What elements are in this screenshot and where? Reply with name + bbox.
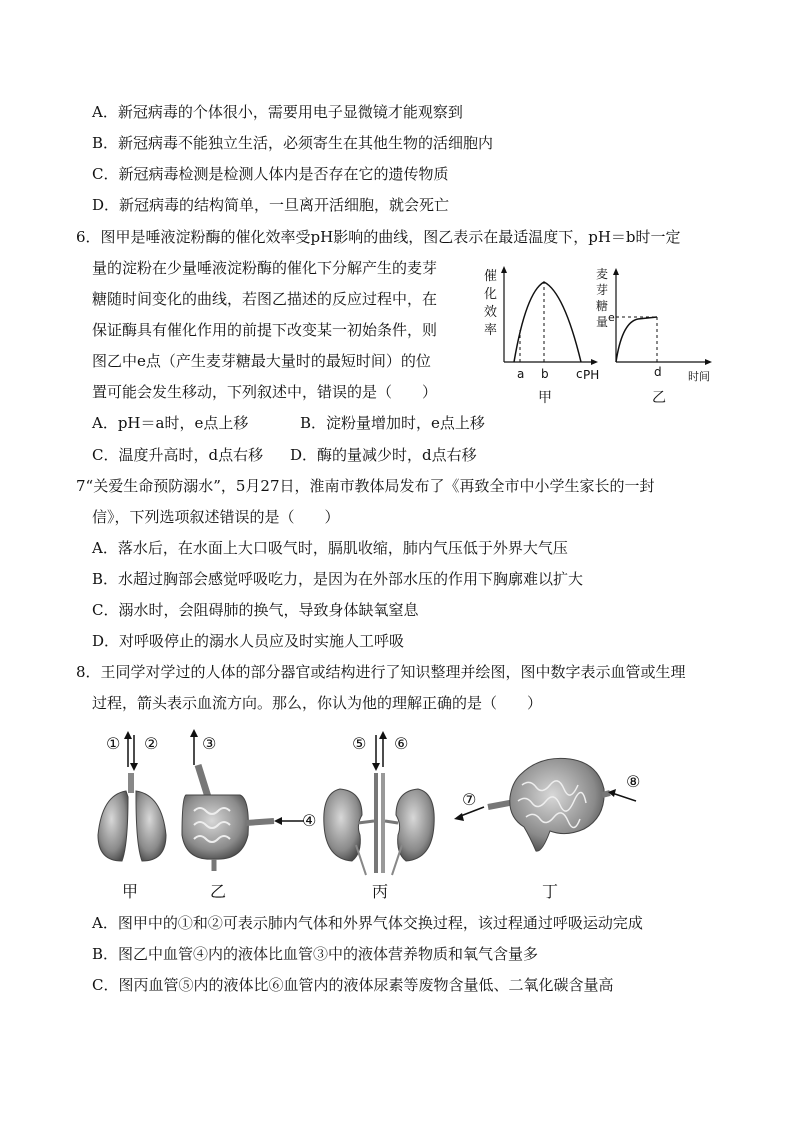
- label-2: ②: [144, 734, 159, 753]
- q8-option-a: A．图甲中的①和②可表示肺内气体和外界气体交换过程，该过程通过呼吸运动完成: [92, 914, 643, 932]
- yi-y-arrow-icon: [613, 268, 619, 275]
- trachea: [128, 773, 134, 793]
- ureters: [356, 845, 402, 875]
- q5-option-d: D．新冠病毒的结构简单，一旦离开活细胞，就会死亡: [92, 196, 450, 214]
- jia-ylabel-4: 率: [484, 323, 498, 338]
- label-6: ⑥: [394, 734, 409, 753]
- q8-figure: [90, 725, 650, 905]
- q6-stem-line4: 保证酶具有催化作用的前提下改变某一初始条件，则: [92, 321, 438, 339]
- label-5: ⑤: [352, 734, 367, 753]
- q5-option-b: B．新冠病毒不能独立生活，必须寄生在其他生物的活细胞内: [92, 134, 494, 152]
- caption-yi: 乙: [210, 882, 227, 901]
- figure-yi: [596, 267, 712, 406]
- jia-y-arrow-icon: [501, 266, 507, 273]
- yi-curve: [616, 317, 657, 362]
- aorta: [374, 773, 378, 873]
- left-lung: [98, 791, 128, 861]
- caption-ding: 丁: [542, 882, 559, 901]
- q5-option-a: A．新冠病毒的个体很小，需要用电子显微镜才能观察到: [92, 103, 463, 121]
- jia-caption: 甲: [538, 390, 552, 406]
- right-kidney: [396, 789, 434, 861]
- q7-option-a: A．落水后，在水面上大口吸气时，膈肌收缩，肺内气压低于外界大气压: [92, 539, 568, 557]
- arrow-8-line: [612, 793, 636, 801]
- jia-xlabel: PH: [583, 368, 600, 382]
- yi-ylabel-1: 麦: [596, 267, 609, 281]
- vessel-3: [198, 765, 208, 797]
- jia-tick-c: c: [576, 367, 583, 381]
- label-3: ③: [202, 734, 217, 753]
- vena-cava: [381, 773, 385, 873]
- jia-ylabel-2: 化: [484, 287, 498, 302]
- arrow-up-icon: [190, 729, 198, 737]
- q7-option-b: B．水超过胸部会感觉呼吸吃力，是因为在外部水压的作用下胸廓难以扩大: [92, 570, 584, 588]
- q7-stem-line1: 7“关爱生命预防溺水”，5月27日，淮南市教体局发布了《再致全市中小学生家长的一封: [76, 477, 655, 495]
- kidney-illustration: [324, 731, 434, 901]
- jia-x-arrow-icon: [591, 359, 598, 365]
- q6-option-c: C．温度升高时，d点右移: [92, 446, 264, 464]
- q7-option-d: D．对呼吸停止的溺水人员应及时实施人工呼吸: [92, 632, 405, 650]
- q6-stem-line6: 置可能会发生移动，下列叙述中，错误的是（ ）: [92, 383, 438, 401]
- jia-ylabel-1: 催: [484, 269, 498, 284]
- q6-option-a: A．pH＝a时，e点上移: [92, 414, 249, 432]
- yi-tick-d: d: [654, 365, 662, 379]
- arrow-up-icon: [124, 731, 132, 739]
- q6-stem-line5: 图乙中e点（产生麦芽糖最大量时的最短时间）的位: [92, 352, 431, 370]
- q8-stem-line2: 过程，箭头表示血流方向。那么，你认为他的理解正确的是（ ）: [92, 694, 543, 712]
- q6-figure: [476, 262, 726, 412]
- vessel-8: [602, 793, 610, 795]
- label-8: ⑧: [626, 772, 641, 791]
- brain: [510, 758, 604, 851]
- left-kidney: [324, 789, 362, 861]
- q5-option-c: C．新冠病毒检测是检测人体内是否存在它的遗传物质: [92, 165, 449, 183]
- yi-ylabel-4: 量: [596, 315, 609, 329]
- intestine-illustration: [182, 729, 316, 901]
- q8-stem-line1: 8．王同学对学过的人体的部分器官或结构进行了知识整理并绘图，图中数字表示血管或生理: [76, 663, 686, 681]
- arrow-up-icon: [379, 731, 387, 739]
- label-1: ①: [106, 734, 121, 753]
- caption-jia: 甲: [122, 882, 139, 901]
- q7-option-c: C．溺水时，会阻碍肺的换气，导致身体缺氧窒息: [92, 601, 419, 619]
- yi-point-e: e: [608, 311, 615, 324]
- q6-option-b: B．淀粉量增加时，e点上移: [300, 414, 485, 432]
- q6-stem-line1: 6．图甲是唾液淀粉酶的催化效率受pH影响的曲线，图乙表示在最适温度下，pH＝b时一定: [76, 228, 681, 246]
- yi-caption: 乙: [652, 390, 666, 406]
- arrow-down-icon: [130, 763, 138, 771]
- arrow-left-icon: [454, 813, 464, 821]
- right-lung: [136, 791, 166, 861]
- yi-ylabel-2: 芽: [596, 283, 609, 297]
- q6-stem-line3: 糖随时间变化的曲线，若图乙描述的反应过程中，在: [92, 290, 438, 308]
- jia-tick-b: b: [541, 367, 549, 381]
- vessel-4: [246, 821, 274, 823]
- arrow-left-icon: [274, 817, 282, 825]
- q8-option-c: C．图丙血管⑤内的液体比⑥血管内的液体尿素等废物含量低、二氧化碳含量高: [92, 976, 614, 994]
- label-4: ④: [302, 811, 317, 830]
- yi-x-arrow-icon: [705, 359, 712, 365]
- q6-option-d: D．酶的量减少时，d点右移: [290, 446, 477, 464]
- q8-option-b: B．图乙中血管④内的液体比血管③中的液体营养物质和氧气含量多: [92, 945, 539, 963]
- jia-curve: [514, 282, 581, 362]
- figure-jia: [484, 266, 599, 406]
- arrow-down-icon: [372, 763, 380, 771]
- q6-stem-line2: 量的淀粉在少量唾液淀粉酶的催化下分解产生的麦芽: [92, 259, 438, 277]
- lungs-illustration: [98, 731, 166, 901]
- jia-ylabel-3: 效: [484, 305, 498, 320]
- yi-xlabel: 时间: [688, 370, 710, 383]
- yi-ylabel-3: 糖: [596, 299, 609, 313]
- label-7: ⑦: [462, 790, 477, 809]
- q7-stem-line2: 信》，下列选项叙述错误的是（ ）: [92, 508, 340, 526]
- brain-illustration: [454, 758, 640, 901]
- jia-tick-a: a: [517, 367, 525, 381]
- caption-bing: 丙: [372, 882, 389, 901]
